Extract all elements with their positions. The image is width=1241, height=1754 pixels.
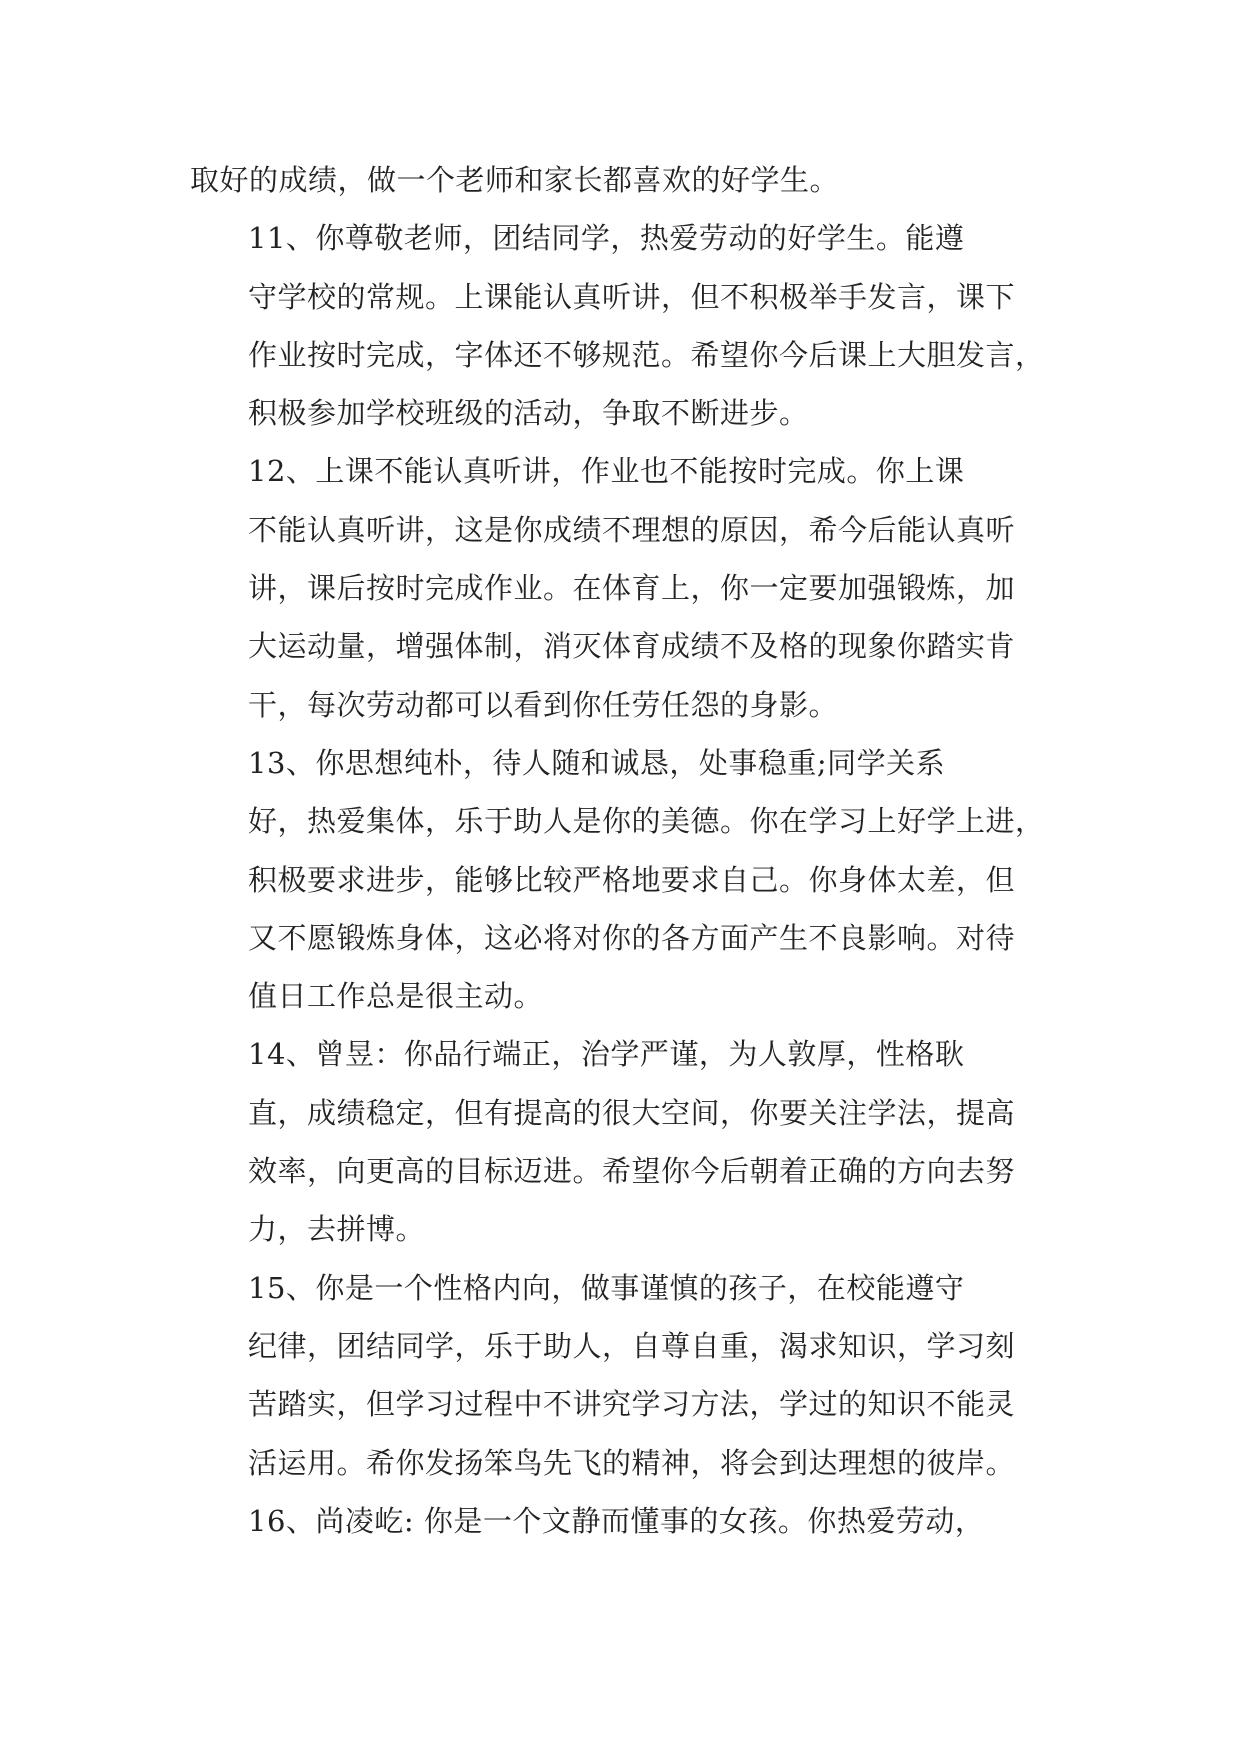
- text-line: 16、尚凌屹: 你是一个文静而懂事的女孩。你热爱劳动，: [248, 1503, 985, 1538]
- text-line: 积极要求进步，能够比较严格地要求自己。你身体太差，但: [248, 862, 1016, 897]
- text-line: 苦踏实，但学习过程中不讲究学习方法，学过的知识不能灵: [248, 1387, 1016, 1422]
- text-line: 力，去拼博。: [248, 1212, 426, 1247]
- text-line: 取好的成绩，做一个老师和家长都喜欢的好学生。: [190, 163, 840, 197]
- paragraph-comment-14: [190, 1025, 1060, 1258]
- paragraph-comment-15: [190, 1259, 1060, 1492]
- paragraph-continuation: [190, 151, 1060, 209]
- text-line: 讲，课后按时完成作业。在体育上，你一定要加强锻炼，加: [248, 571, 1016, 606]
- text-line: 不能认真听讲，这是你成绩不理想的原因，希今后能认真听: [248, 512, 1016, 547]
- text-line: 干，每次劳动都可以看到你任劳任怨的身影。: [248, 687, 839, 722]
- text-line: 直，成绩稳定，但有提高的很大空间，你要关注学法，提高: [248, 1095, 1016, 1130]
- text-line: 12、上课不能认真听讲，作业也不能按时完成。你上课: [248, 454, 965, 489]
- text-line: 活运用。希你发扬笨鸟先飞的精神，将会到达理想的彼岸。: [248, 1445, 1016, 1480]
- paragraph-comment-16: [190, 1492, 1060, 1550]
- text-line: 又不愿锻炼身体，这必将对你的各方面产生不良影响。对待: [248, 920, 1016, 955]
- paragraph-comment-13: [190, 734, 1060, 1025]
- document-body: [190, 151, 1060, 1550]
- text-line: 守学校的常规。上课能认真听讲，但不积极举手发言，课下: [248, 279, 1016, 314]
- text-line: 14、曾昱：你品行端正，治学严谨，为人敦厚，性格耿: [248, 1037, 965, 1072]
- text-line: 13、你思想纯朴，待人随和诚恳，处事稳重;同学关系: [248, 745, 946, 780]
- text-line: 作业按时完成，字体还不够规范。希望你今后课上大胆发言，: [248, 337, 1045, 372]
- text-line: 大运动量，增强体制，消灭体育成绩不及格的现象你踏实肯: [248, 629, 1016, 664]
- text-line: 效率，向更高的目标迈进。希望你今后朝着正确的方向去努: [248, 1154, 1016, 1189]
- text-line: 值日工作总是很主动。: [248, 979, 544, 1014]
- text-line: 积极参加学校班级的活动，争取不断进步。: [248, 396, 809, 431]
- paragraph-comment-11: [190, 209, 1060, 442]
- text-line: 15、你是一个性格内向，做事谨慎的孩子，在校能遵守: [248, 1270, 965, 1305]
- text-line: 11、你尊敬老师，团结同学，热爱劳动的好学生。能遵: [248, 221, 965, 256]
- text-line: 纪律，团结同学，乐于助人，自尊自重，渴求知识，学习刻: [248, 1328, 1016, 1363]
- text-line: 好，热爱集体，乐于助人是你的美德。你在学习上好学上进，: [248, 804, 1045, 839]
- paragraph-comment-12: [190, 442, 1060, 733]
